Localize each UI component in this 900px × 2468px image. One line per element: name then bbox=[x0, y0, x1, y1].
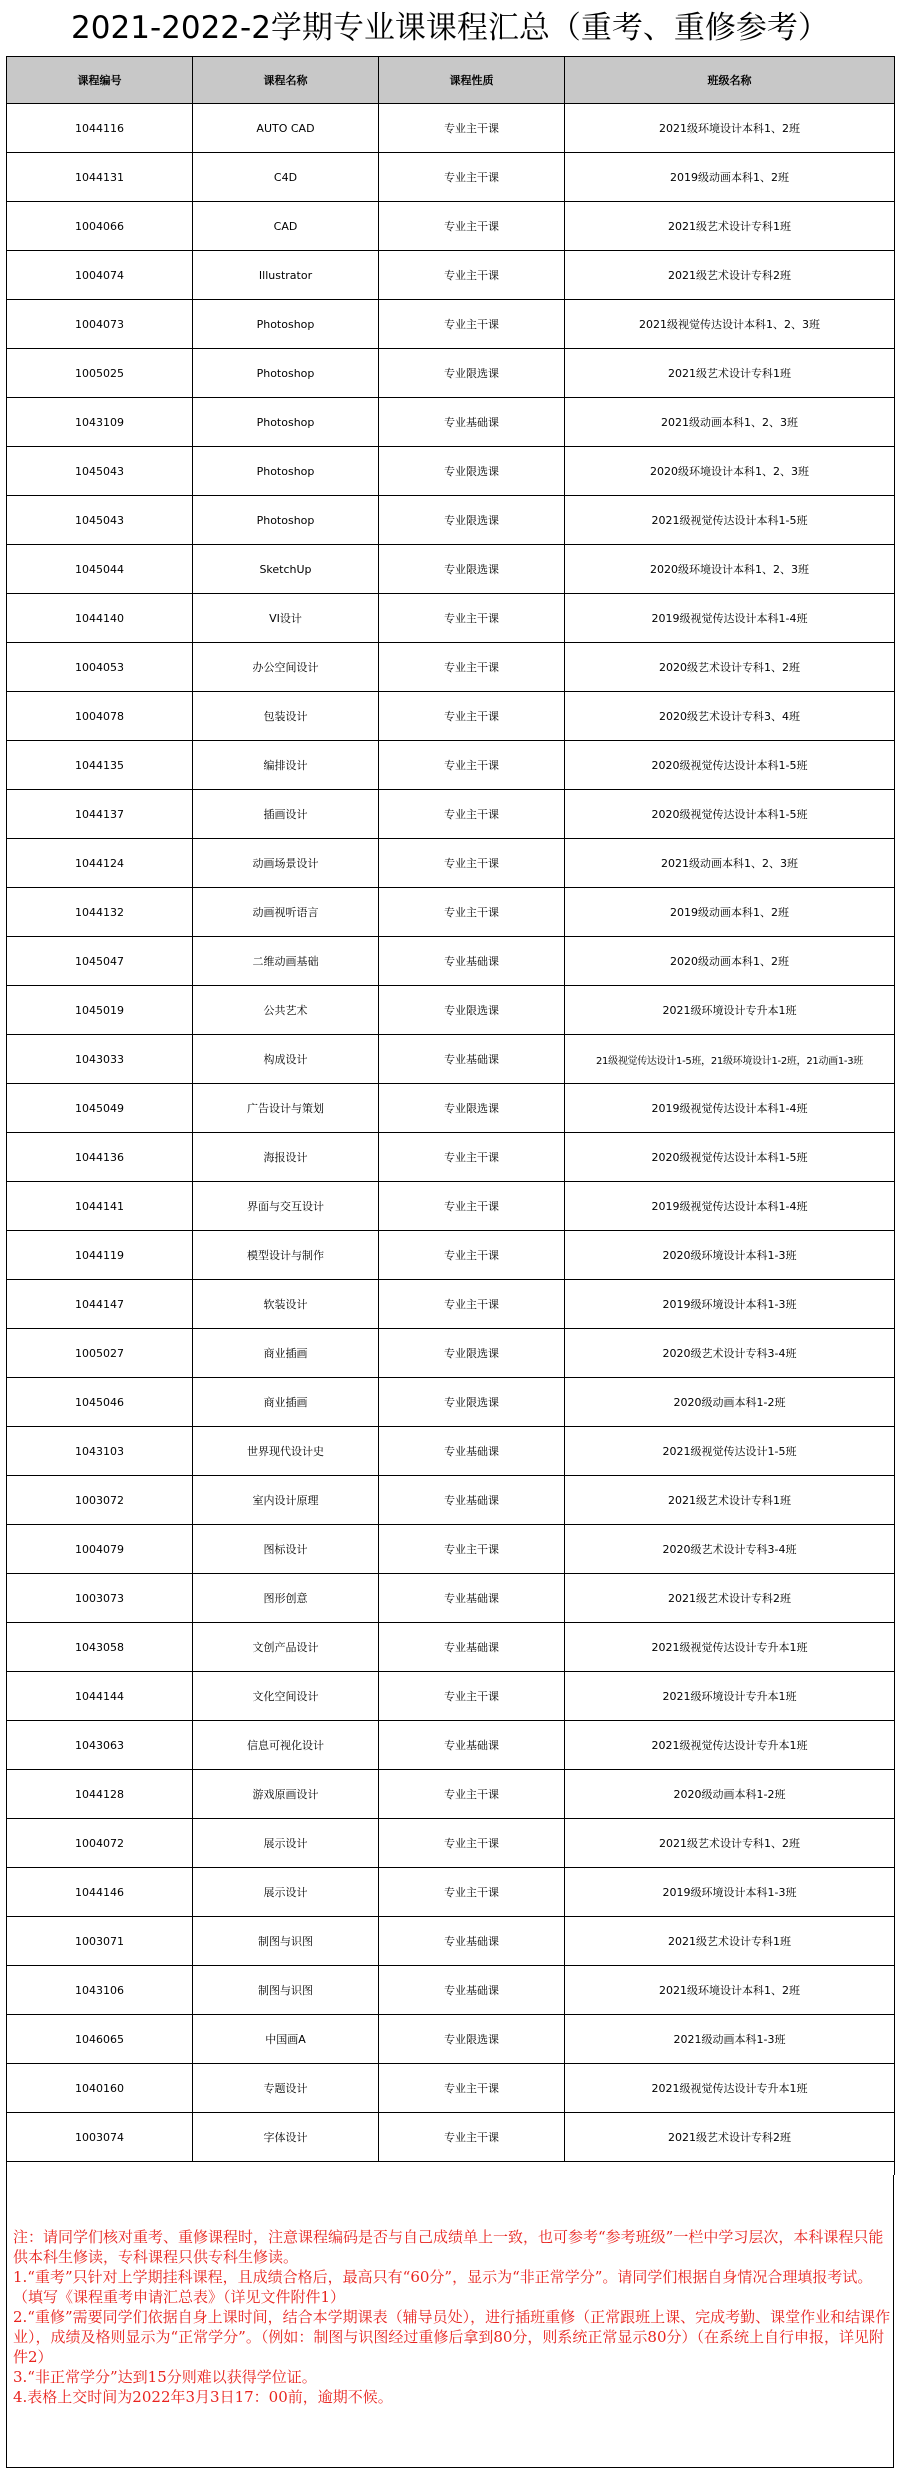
course-code-cell: 1044135 bbox=[7, 741, 193, 790]
table-row bbox=[7, 251, 895, 300]
course-code-cell: 1045019 bbox=[7, 986, 193, 1035]
table-row bbox=[7, 1182, 895, 1231]
course-code-cell: 1044132 bbox=[7, 888, 193, 937]
course-name-cell: 广告设计与策划 bbox=[193, 1084, 379, 1133]
class-name-cell: 2021级艺术设计专科2班 bbox=[565, 251, 895, 300]
course-code-cell: 1044147 bbox=[7, 1280, 193, 1329]
course-type-cell: 专业限选课 bbox=[379, 545, 565, 594]
course-type-cell: 专业基础课 bbox=[379, 1476, 565, 1525]
table-row bbox=[7, 202, 895, 251]
class-name-cell: 2020级艺术设计专科3-4班 bbox=[565, 1329, 895, 1378]
class-name-cell: 2021级环境设计本科1、2班 bbox=[565, 1966, 895, 2015]
course-type-cell: 专业基础课 bbox=[379, 1427, 565, 1476]
course-name-cell: Photoshop bbox=[193, 398, 379, 447]
class-name-cell: 2021级动画本科1、2、3班 bbox=[565, 398, 895, 447]
course-code-cell: 1044119 bbox=[7, 1231, 193, 1280]
table-row bbox=[7, 1231, 895, 1280]
course-name-cell: 展示设计 bbox=[193, 1868, 379, 1917]
table-row bbox=[7, 1819, 895, 1868]
course-type-cell: 专业主干课 bbox=[379, 1770, 565, 1819]
course-code-cell: 1004074 bbox=[7, 251, 193, 300]
course-name-cell: 商业插画 bbox=[193, 1378, 379, 1427]
course-code-cell: 1004053 bbox=[7, 643, 193, 692]
table-header-row bbox=[7, 57, 895, 104]
class-name-cell: 2021级艺术设计专科1班 bbox=[565, 202, 895, 251]
table-row bbox=[7, 1623, 895, 1672]
table-row bbox=[7, 937, 895, 986]
course-name-cell: 公共艺术 bbox=[193, 986, 379, 1035]
class-name-cell: 2020级艺术设计专科3、4班 bbox=[565, 692, 895, 741]
class-name-cell: 2021级动画本科1-3班 bbox=[565, 2015, 895, 2064]
class-name-cell: 2019级视觉传达设计本科1-4班 bbox=[565, 1182, 895, 1231]
table-row bbox=[7, 2113, 895, 2162]
table-row bbox=[7, 1917, 895, 1966]
course-code-cell: 1045043 bbox=[7, 496, 193, 545]
course-name-cell: 专题设计 bbox=[193, 2064, 379, 2113]
course-code-cell: 1004079 bbox=[7, 1525, 193, 1574]
class-name-cell: 2020级视觉传达设计本科1-5班 bbox=[565, 790, 895, 839]
course-name-cell: 模型设计与制作 bbox=[193, 1231, 379, 1280]
course-type-cell: 专业基础课 bbox=[379, 937, 565, 986]
class-name-cell: 2019级视觉传达设计本科1-4班 bbox=[565, 1084, 895, 1133]
course-table bbox=[6, 56, 895, 2175]
table-row bbox=[7, 1280, 895, 1329]
class-name-cell: 2021级视觉传达设计专升本1班 bbox=[565, 1623, 895, 1672]
course-type-cell: 专业主干课 bbox=[379, 1868, 565, 1917]
course-code-cell: 1003073 bbox=[7, 1574, 193, 1623]
course-code-cell: 1044128 bbox=[7, 1770, 193, 1819]
class-name-cell: 2021级艺术设计专科2班 bbox=[565, 1574, 895, 1623]
table-row bbox=[7, 496, 895, 545]
course-code-cell: 1045049 bbox=[7, 1084, 193, 1133]
course-code-cell: 1005027 bbox=[7, 1329, 193, 1378]
table-body bbox=[7, 104, 895, 2176]
course-code-cell: 1043033 bbox=[7, 1035, 193, 1084]
course-name-cell: 文创产品设计 bbox=[193, 1623, 379, 1672]
course-name-cell: 室内设计原理 bbox=[193, 1476, 379, 1525]
spreadsheet bbox=[6, 0, 894, 2468]
course-type-cell: 专业主干课 bbox=[379, 692, 565, 741]
course-code-cell: 1043103 bbox=[7, 1427, 193, 1476]
course-name-cell: Photoshop bbox=[193, 447, 379, 496]
note-intro: 注：请同学们核对重考、重修课程时，注意课程编码是否与自己成绩单上一致，也可参考“参考班级”一栏中学习层次，本科课程只能供本科生修读，专科课程只供专科生修读。 bbox=[13, 2228, 884, 2266]
course-type-cell: 专业限选课 bbox=[379, 447, 565, 496]
course-name-cell: 软装设计 bbox=[193, 1280, 379, 1329]
table-row bbox=[7, 545, 895, 594]
course-code-cell: 1043063 bbox=[7, 1721, 193, 1770]
class-name-cell: 2019级环境设计本科1-3班 bbox=[565, 1868, 895, 1917]
class-name-cell: 2021级视觉传达设计本科1、2、3班 bbox=[565, 300, 895, 349]
course-type-cell: 专业基础课 bbox=[379, 1917, 565, 1966]
table-row bbox=[7, 790, 895, 839]
course-type-cell: 专业主干课 bbox=[379, 1819, 565, 1868]
course-name-cell: 字体设计 bbox=[193, 2113, 379, 2162]
course-type-cell: 专业主干课 bbox=[379, 1182, 565, 1231]
table-row bbox=[7, 1525, 895, 1574]
class-name-cell: 2021级艺术设计专科1班 bbox=[565, 1476, 895, 1525]
course-type-cell: 专业主干课 bbox=[379, 839, 565, 888]
course-type-cell: 专业主干课 bbox=[379, 2113, 565, 2162]
course-type-cell: 专业基础课 bbox=[379, 1966, 565, 2015]
course-code-cell: 1044131 bbox=[7, 153, 193, 202]
course-type-cell: 专业主干课 bbox=[379, 790, 565, 839]
course-type-cell: 专业主干课 bbox=[379, 1280, 565, 1329]
course-name-cell: 动画场景设计 bbox=[193, 839, 379, 888]
course-type-cell: 专业限选课 bbox=[379, 2015, 565, 2064]
class-name-cell: 2021级视觉传达设计专升本1班 bbox=[565, 1721, 895, 1770]
table-row bbox=[7, 1084, 895, 1133]
course-name-cell: 图形创意 bbox=[193, 1574, 379, 1623]
class-name-cell: 2021级环境设计专升本1班 bbox=[565, 986, 895, 1035]
course-code-cell: 1043106 bbox=[7, 1966, 193, 2015]
class-name-cell: 2019级动画本科1、2班 bbox=[565, 153, 895, 202]
course-code-cell: 1043058 bbox=[7, 1623, 193, 1672]
class-name-cell: 2020级环境设计本科1、2、3班 bbox=[565, 447, 895, 496]
course-code-cell: 1046065 bbox=[7, 2015, 193, 2064]
course-code-cell: 1040160 bbox=[7, 2064, 193, 2113]
table-row bbox=[7, 839, 895, 888]
course-name-cell: 办公空间设计 bbox=[193, 643, 379, 692]
table-row bbox=[7, 1966, 895, 2015]
class-name-cell: 2021级艺术设计专科2班 bbox=[565, 2113, 895, 2162]
header-course-type: 课程性质 bbox=[379, 57, 565, 104]
course-name-cell: Illustrator bbox=[193, 251, 379, 300]
table-row bbox=[7, 2064, 895, 2113]
table-row bbox=[7, 104, 895, 153]
table-row bbox=[7, 398, 895, 447]
table-spacer-cell bbox=[7, 2162, 895, 2176]
table-row bbox=[7, 1770, 895, 1819]
course-code-cell: 1003071 bbox=[7, 1917, 193, 1966]
course-name-cell: Photoshop bbox=[193, 300, 379, 349]
class-name-cell: 2021级视觉传达设计本科1-5班 bbox=[565, 496, 895, 545]
course-name-cell: 制图与识图 bbox=[193, 1917, 379, 1966]
header-course-name: 课程名称 bbox=[193, 57, 379, 104]
course-type-cell: 专业主干课 bbox=[379, 888, 565, 937]
course-name-cell: 制图与识图 bbox=[193, 1966, 379, 2015]
course-name-cell: 插画设计 bbox=[193, 790, 379, 839]
course-type-cell: 专业基础课 bbox=[379, 1574, 565, 1623]
course-code-cell: 1004072 bbox=[7, 1819, 193, 1868]
note-2: 2.“重修”需要同学们依据自身上课时间，结合本学期课表（辅导员处），进行插班重修（正常跟班上课、完成考勤、课堂作业和结课作业），成绩及格则显示为“正常学分”。（例如：制图与识图经过重修后拿到80分，则系统正常显示80分）（在系统上自行申报，详见附件2） bbox=[13, 2308, 891, 2366]
table-row bbox=[7, 1133, 895, 1182]
table-row bbox=[7, 1035, 895, 1084]
table-row bbox=[7, 1672, 895, 1721]
table-row bbox=[7, 1721, 895, 1770]
course-code-cell: 1003074 bbox=[7, 2113, 193, 2162]
course-type-cell: 专业基础课 bbox=[379, 398, 565, 447]
class-name-cell: 2021级动画本科1、2、3班 bbox=[565, 839, 895, 888]
course-code-cell: 1044140 bbox=[7, 594, 193, 643]
course-code-cell: 1045047 bbox=[7, 937, 193, 986]
class-name-cell: 2020级视觉传达设计本科1-5班 bbox=[565, 1133, 895, 1182]
course-code-cell: 1003072 bbox=[7, 1476, 193, 1525]
course-type-cell: 专业基础课 bbox=[379, 1623, 565, 1672]
course-type-cell: 专业主干课 bbox=[379, 104, 565, 153]
class-name-cell: 2019级环境设计本科1-3班 bbox=[565, 1280, 895, 1329]
course-name-cell: SketchUp bbox=[193, 545, 379, 594]
course-name-cell: VI设计 bbox=[193, 594, 379, 643]
class-name-cell: 2021级视觉传达设计专升本1班 bbox=[565, 2064, 895, 2113]
table-row bbox=[7, 153, 895, 202]
table-row bbox=[7, 2015, 895, 2064]
table-row bbox=[7, 741, 895, 790]
course-code-cell: 1004066 bbox=[7, 202, 193, 251]
course-name-cell: 中国画A bbox=[193, 2015, 379, 2064]
class-name-cell: 2021级视觉传达设计1-5班 bbox=[565, 1427, 895, 1476]
course-type-cell: 专业主干课 bbox=[379, 594, 565, 643]
course-type-cell: 专业主干课 bbox=[379, 202, 565, 251]
course-name-cell: 动画视听语言 bbox=[193, 888, 379, 937]
class-name-cell: 2021级艺术设计专科1班 bbox=[565, 1917, 895, 1966]
table-row bbox=[7, 1427, 895, 1476]
header-course-code: 课程编号 bbox=[7, 57, 193, 104]
course-type-cell: 专业基础课 bbox=[379, 1035, 565, 1084]
course-code-cell: 1044116 bbox=[7, 104, 193, 153]
class-name-cell: 2019级动画本科1、2班 bbox=[565, 888, 895, 937]
course-code-cell: 1044141 bbox=[7, 1182, 193, 1231]
table-row bbox=[7, 692, 895, 741]
class-name-cell: 2021级艺术设计专科1班 bbox=[565, 349, 895, 398]
table-spacer bbox=[7, 2162, 895, 2176]
course-name-cell: AUTO CAD bbox=[193, 104, 379, 153]
table-row bbox=[7, 1378, 895, 1427]
course-type-cell: 专业主干课 bbox=[379, 153, 565, 202]
course-type-cell: 专业主干课 bbox=[379, 1525, 565, 1574]
class-name-cell: 2021级艺术设计专科1、2班 bbox=[565, 1819, 895, 1868]
course-type-cell: 专业限选课 bbox=[379, 1084, 565, 1133]
course-type-cell: 专业主干课 bbox=[379, 251, 565, 300]
table-row bbox=[7, 1574, 895, 1623]
note-3: 3.“非正常学分”达到15分则难以获得学位证。 bbox=[13, 2368, 317, 2386]
course-name-cell: 游戏原画设计 bbox=[193, 1770, 379, 1819]
class-name-cell: 2021级环境设计专升本1班 bbox=[565, 1672, 895, 1721]
course-type-cell: 专业基础课 bbox=[379, 1721, 565, 1770]
course-name-cell: 图标设计 bbox=[193, 1525, 379, 1574]
course-type-cell: 专业主干课 bbox=[379, 1672, 565, 1721]
course-name-cell: 信息可视化设计 bbox=[193, 1721, 379, 1770]
class-name-cell: 2019级视觉传达设计本科1-4班 bbox=[565, 594, 895, 643]
class-name-cell: 2020级动画本科1-2班 bbox=[565, 1770, 895, 1819]
course-name-cell: 海报设计 bbox=[193, 1133, 379, 1182]
course-type-cell: 专业主干课 bbox=[379, 1231, 565, 1280]
table-row bbox=[7, 1868, 895, 1917]
course-type-cell: 专业限选课 bbox=[379, 1378, 565, 1427]
course-code-cell: 1005025 bbox=[7, 349, 193, 398]
course-code-cell: 1004078 bbox=[7, 692, 193, 741]
table-row bbox=[7, 349, 895, 398]
course-type-cell: 专业主干课 bbox=[379, 741, 565, 790]
course-name-cell: 编排设计 bbox=[193, 741, 379, 790]
course-name-cell: C4D bbox=[193, 153, 379, 202]
course-code-cell: 1045044 bbox=[7, 545, 193, 594]
table-row bbox=[7, 300, 895, 349]
course-code-cell: 1044124 bbox=[7, 839, 193, 888]
table-row bbox=[7, 447, 895, 496]
note-4: 4.表格上交时间为2022年3月3日17：00前，逾期不候。 bbox=[13, 2388, 393, 2406]
class-name-cell: 2020级视觉传达设计本科1-5班 bbox=[565, 741, 895, 790]
class-name-cell: 2021级环境设计本科1、2班 bbox=[565, 104, 895, 153]
class-name-cell: 2020级艺术设计专科1、2班 bbox=[565, 643, 895, 692]
course-type-cell: 专业限选课 bbox=[379, 1329, 565, 1378]
page-title: 2021-2022-2学期专业课课程汇总（重考、重修参考） bbox=[71, 10, 829, 46]
course-type-cell: 专业主干课 bbox=[379, 300, 565, 349]
class-name-cell: 2020级环境设计本科1-3班 bbox=[565, 1231, 895, 1280]
header-class-name: 班级名称 bbox=[565, 57, 895, 104]
course-code-cell: 1044144 bbox=[7, 1672, 193, 1721]
course-code-cell: 1045043 bbox=[7, 447, 193, 496]
table-row bbox=[7, 594, 895, 643]
course-code-cell: 1044146 bbox=[7, 1868, 193, 1917]
course-name-cell: 世界现代设计史 bbox=[193, 1427, 379, 1476]
course-name-cell: Photoshop bbox=[193, 496, 379, 545]
class-name-cell: 2020级动画本科1、2班 bbox=[565, 937, 895, 986]
course-type-cell: 专业主干课 bbox=[379, 1133, 565, 1182]
course-name-cell: 构成设计 bbox=[193, 1035, 379, 1084]
course-name-cell: 商业插画 bbox=[193, 1329, 379, 1378]
course-code-cell: 1045046 bbox=[7, 1378, 193, 1427]
table-row bbox=[7, 643, 895, 692]
course-name-cell: 文化空间设计 bbox=[193, 1672, 379, 1721]
course-type-cell: 专业限选课 bbox=[379, 496, 565, 545]
course-type-cell: 专业主干课 bbox=[379, 643, 565, 692]
class-name-cell: 2020级环境设计本科1、2、3班 bbox=[565, 545, 895, 594]
class-name-cell: 21级视觉传达设计1-5班，21级环境设计1-2班，21动画1-3班 bbox=[565, 1035, 895, 1084]
course-name-cell: 包装设计 bbox=[193, 692, 379, 741]
table-row bbox=[7, 1476, 895, 1525]
course-type-cell: 专业限选课 bbox=[379, 986, 565, 1035]
course-code-cell: 1004073 bbox=[7, 300, 193, 349]
course-name-cell: 展示设计 bbox=[193, 1819, 379, 1868]
table-row bbox=[7, 888, 895, 937]
course-name-cell: Photoshop bbox=[193, 349, 379, 398]
course-code-cell: 1044136 bbox=[7, 1133, 193, 1182]
course-type-cell: 专业主干课 bbox=[379, 2064, 565, 2113]
course-code-cell: 1043109 bbox=[7, 398, 193, 447]
table-row bbox=[7, 986, 895, 1035]
note-1: 1.“重考”只针对上学期挂科课程，且成绩合格后，最高只有“60分”，显示为“非正常学分”。请同学们根据自身情况合理填报考试。（填写《课程重考申请汇总表》（详见文件附件1） bbox=[13, 2268, 873, 2306]
course-name-cell: 界面与交互设计 bbox=[193, 1182, 379, 1231]
course-code-cell: 1044137 bbox=[7, 790, 193, 839]
course-name-cell: CAD bbox=[193, 202, 379, 251]
table-row bbox=[7, 1329, 895, 1378]
class-name-cell: 2020级动画本科1-2班 bbox=[565, 1378, 895, 1427]
notes-box bbox=[6, 2175, 894, 2468]
course-type-cell: 专业限选课 bbox=[379, 349, 565, 398]
course-name-cell: 二维动画基础 bbox=[193, 937, 379, 986]
class-name-cell: 2020级艺术设计专科3-4班 bbox=[565, 1525, 895, 1574]
